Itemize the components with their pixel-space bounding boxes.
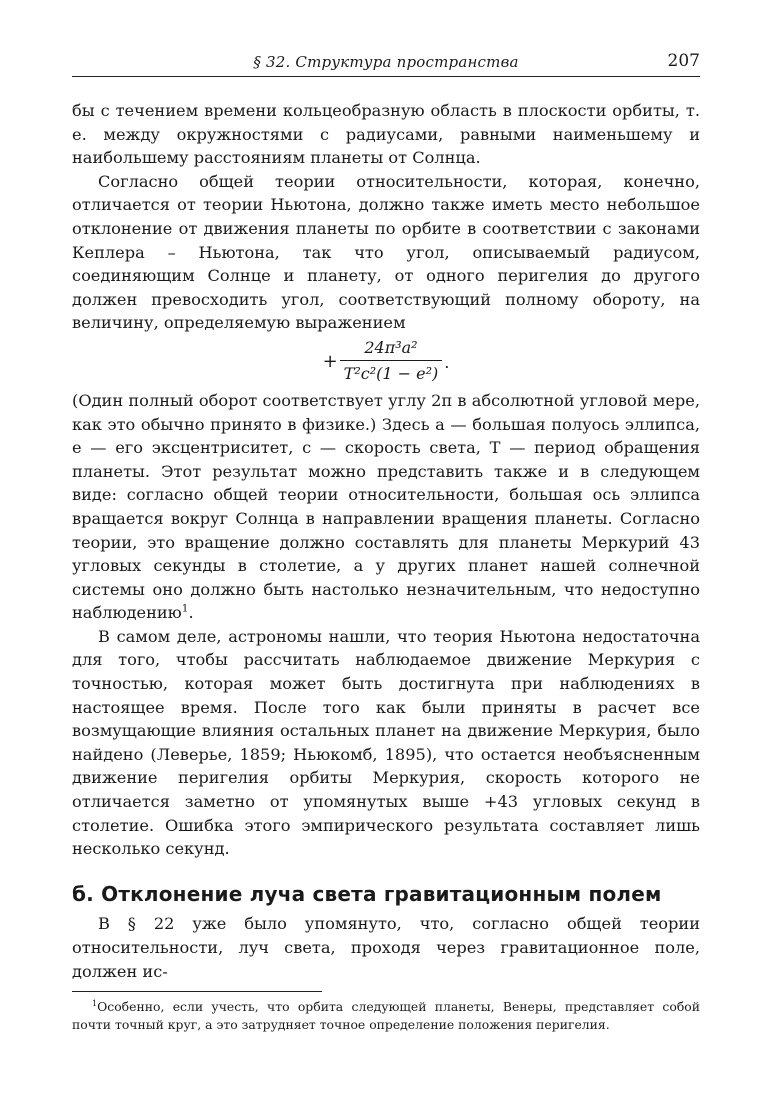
paragraph-explanation-text: (Один полный оборот соответствует углу 2π в абсолютной угловой мере, как это обычно принято в физике.) Здесь a — большая полуось эллипса, e — его эксцентриситет, c — скорость света, T — период обращения планеты. Этот результат можно представить также и в следующем виде: согласно общей теории относительности, большая ось эллипса вращается вокруг Солнца в направлении вращения планеты. Согласно теории, это вращение должно составлять для планеты Меркурий 43 угловых секунды в столетие, а у других планет нашей солнечной системы оно должно быть настолько незначительным, что недоступно наблюдению [72, 390, 700, 623]
paragraph-light-deflection: В § 22 уже было упомянуто, что, согласно общей теории относительности, луч света, проходя через гравитационное поле, должен ис- [72, 914, 700, 981]
fraction-bar [340, 360, 443, 361]
perihelion-formula [72, 335, 700, 387]
footnote-marker: 1 [92, 999, 98, 1009]
body-text [72, 99, 700, 1033]
page-number: 207 [667, 51, 700, 71]
footnote-text: Особенно, если учесть, что орбита следующей планеты, Венеры, представляет собой почти точный круг, а это затрудняет точное определение положения перигелия. [72, 999, 700, 1032]
formula-numerator: 24π³a² [364, 337, 418, 357]
book-page [72, 48, 700, 1033]
paragraph-explanation: (Один полный оборот соответствует углу 2π в абсолютной угловой мере, как это обычно принято в физике.) Здесь a — большая полуось эллипса, e — его эксцентриситет, c — скорость света, T — период обращения планеты. Этот результат можно представить также и в следующем виде: согласно общей теории относительности, большая ось эллипса вращается вокруг Солнца в направлении вращения планеты. Согласно теории, это вращение должно составлять для планеты Меркурий 43 угловых секунды в столетие, а у других планет нашей солнечной системы оно должно быть настолько незначительным, что недоступно наблюдению$^1$. [72, 390, 700, 623]
formula-period: . [444, 353, 450, 373]
footnote [72, 998, 700, 1033]
section-heading: б. Отклонение луча света гравитационным полем [72, 881, 662, 906]
running-title: § 32. Структура пространства [253, 53, 519, 71]
running-head [72, 48, 700, 77]
formula-sign: + [322, 351, 338, 373]
formula-fraction [340, 336, 443, 386]
footnote-divider [72, 991, 322, 992]
paragraph-relativity: Согласно общей теории относительности, которая, конечно, отличается от теории Ньютона, должно также иметь место небольшое отклонение от движения планеты по орбите в соответствии с законами Кеплера – Ньютона, так что угол, описываемый радиусом, соединяющим Солнце и планету, от одного перигелия до другого должен превосходить угол, соответствующий полному обороту, на величину, определяемую выражением [72, 171, 700, 333]
formula-denominator: T²c²(1 − e²) [343, 364, 439, 384]
paragraph-continuation: бы с течением времени кольцеобразную область в плоскости орбиты, т. е. между окружностями с радиусами, равными наименьшему и наибольшему расстояниям планеты от Солнца. [72, 101, 700, 168]
paragraph-mercury: В самом деле, астрономы нашли, что теория Ньютона недостаточна для того, чтобы рассчитать наблюдаемое движение Меркурия с точностью, которая может быть достигнута при наблюдениях в настоящее время. После того как были приняты в расчет все возмущающие влияния остальных планет на движение Меркурия, было найдено (Леверье, 1859; Ньюкомб, 1895), что остается необъясненным движение перигелия орбиты Меркурия, скорость которого не отличается заметно от упомянутых выше +43 угловых секунд в столетие. Ошибка этого эмпирического результата составляет лишь несколько секунд. [72, 626, 700, 859]
footnote-reference[interactable]: 1 [181, 602, 189, 615]
